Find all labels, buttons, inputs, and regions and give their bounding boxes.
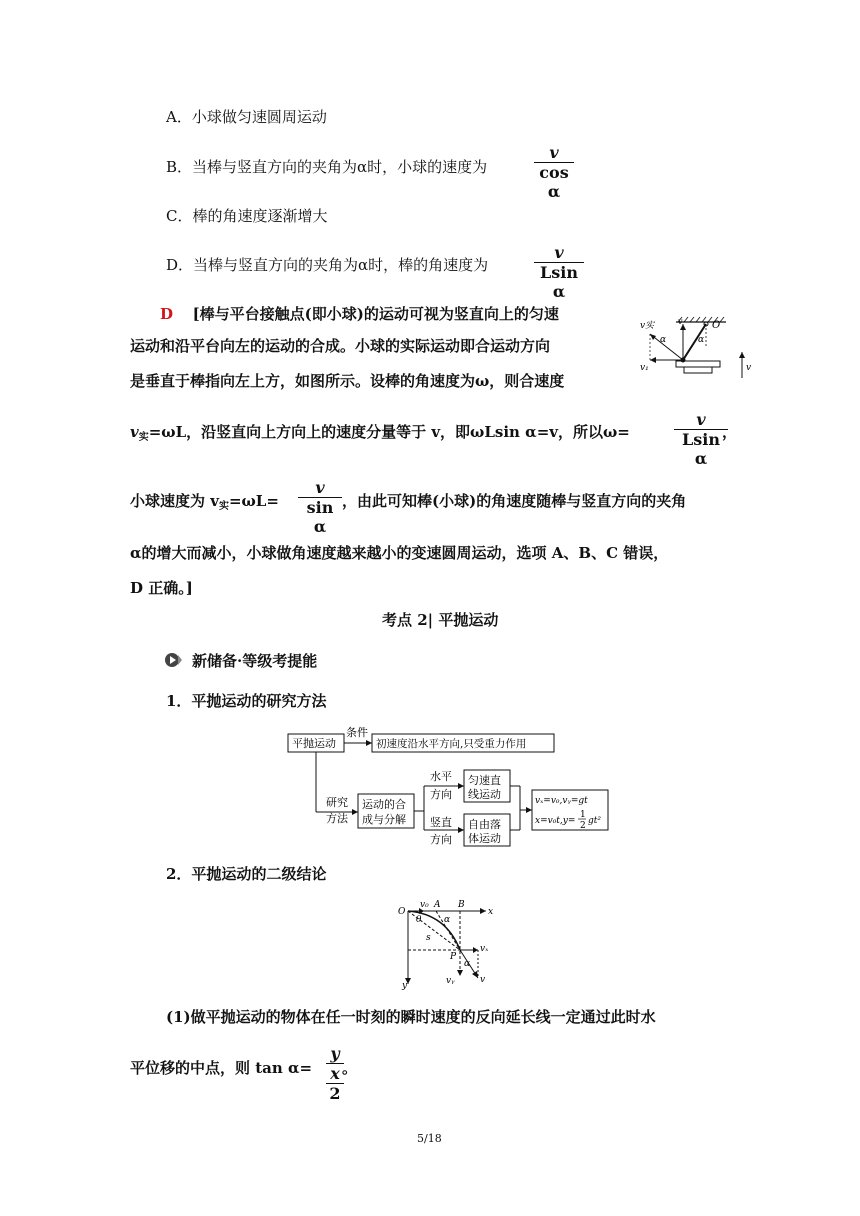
fig1-o: O xyxy=(712,320,721,331)
flow-v-label-2: 方向 xyxy=(430,833,452,846)
option-b-fraction xyxy=(534,143,574,201)
conclusion-line-2: 平位移的中点，则 tan α= xyxy=(130,1059,313,1077)
option-b xyxy=(166,156,487,178)
answer-line-4-end: ， xyxy=(722,423,738,441)
ball-speed-numerator: v xyxy=(298,478,342,498)
answer-line-4-v: v xyxy=(130,423,139,441)
flow-h-label-2: 方向 xyxy=(430,788,452,801)
tan-denominator-x: x xyxy=(326,1064,344,1084)
flow-formula-2-den: 2 xyxy=(580,821,586,831)
omega-numerator: v xyxy=(674,410,728,430)
flow-v-motion-2: 体运动 xyxy=(468,832,501,845)
flow-method-label-2: 方法 xyxy=(326,812,348,825)
option-b-numerator: v xyxy=(534,143,574,163)
tan-numerator: y xyxy=(326,1044,344,1064)
answer-line-4-sub: 实 xyxy=(138,432,149,443)
flow-cond-label: 条件 xyxy=(346,726,368,739)
fig2-x: x xyxy=(488,907,494,917)
flow-root: 平抛运动 xyxy=(292,737,336,750)
flow-method-label-1: 研究 xyxy=(326,796,348,809)
flow-formula-2b: gt² xyxy=(588,816,601,826)
section-header: 新储备·等级考提能 xyxy=(192,652,318,670)
play-badge-icon xyxy=(164,652,182,668)
section-title: 考点 2| 平抛运动 xyxy=(382,611,499,629)
option-b-text: B．当棒与竖直方向的夹角为α时，小球的速度为 xyxy=(166,158,488,176)
option-d-numerator: v xyxy=(534,243,584,263)
answer-text-1: [棒与平台接触点(即小球)的运动可视为竖直向上的匀速 xyxy=(192,305,559,323)
answer-line-1 xyxy=(160,303,559,325)
flow-v-motion-1: 自由落 xyxy=(468,818,501,831)
item-2-heading: 2．平抛运动的二级结论 xyxy=(166,865,327,883)
answer-line-4 xyxy=(130,421,630,449)
fig2-v: v xyxy=(480,975,486,985)
flow-h-label-1: 水平 xyxy=(430,770,452,783)
answer-line-6: α的增大而减小，小球做角速度越来越小的变速圆周运动，选项 A、B、C 错误， xyxy=(130,544,669,562)
fig2-a: A xyxy=(434,900,441,910)
ball-speed-fraction xyxy=(298,478,342,536)
conclusion-end: 。 xyxy=(342,1059,358,1077)
fig2-vx: vₓ xyxy=(480,944,489,954)
answer-line-5 xyxy=(130,490,279,518)
omega-denominator: Lsin α xyxy=(682,430,720,468)
item-1-heading: 1．平抛运动的研究方法 xyxy=(166,692,327,710)
answer-line-5-sub: 实 xyxy=(218,501,229,512)
answer-line-7: D 正确。] xyxy=(130,579,193,597)
fig2-v0: v₀ xyxy=(420,900,429,910)
flow-formula-2-num: 1 xyxy=(580,810,586,820)
method-flowchart xyxy=(286,722,616,850)
answer-line-5-b: =ωL= xyxy=(228,492,279,510)
fig2-theta: θ xyxy=(416,915,422,925)
option-d-text: D．当棒与竖直方向的夹角为α时，棒的角速度为 xyxy=(166,256,489,274)
flow-h-motion-1: 匀速直 xyxy=(468,774,501,787)
fig1-v: v xyxy=(678,317,683,326)
fig2-alpha: α xyxy=(444,915,451,925)
ball-speed-denominator: sin α xyxy=(306,498,334,536)
option-a: A．小球做匀速圆周运动 xyxy=(166,108,327,126)
option-b-denominator: cos α xyxy=(539,163,569,201)
fig2-o: O xyxy=(398,907,406,917)
fig1-alpha: α xyxy=(660,335,667,345)
answer-line-2: 运动和沿平台向左的运动的合成。小球的实际运动即合运动方向 xyxy=(130,337,551,355)
option-d-denominator: Lsin α xyxy=(540,263,578,301)
page-number: 5/18 xyxy=(417,1132,442,1145)
fig2-vy: vᵧ xyxy=(446,976,455,986)
conclusion-line-1: (1)做平抛运动的物体在任一时刻的瞬时速度的反向延长线一定通过此时水 xyxy=(166,1008,656,1026)
answer-line-3: 是垂直于棒指向左上方，如图所示。设棒的角速度为ω，则合速度 xyxy=(130,372,565,390)
flow-decomp-2: 成与分解 xyxy=(362,813,406,826)
flow-formula-2a: x=v₀t,y= xyxy=(535,816,576,826)
fig1-v1: v₁ xyxy=(640,363,649,373)
fig1-v-right: v xyxy=(746,363,752,373)
option-d-fraction xyxy=(534,243,584,301)
fig2-p: P xyxy=(450,952,457,962)
answer-letter: D xyxy=(160,305,174,323)
fig2-b: B xyxy=(458,900,465,910)
fig1-alpha-rod: α xyxy=(698,335,705,345)
tan-denominator-2: 2 xyxy=(329,1084,341,1103)
option-d xyxy=(166,254,488,276)
answer-line-4-text: =ωL，沿竖直向上方向上的速度分量等于 v，即ωLsin α=v，所以ω= xyxy=(148,423,630,441)
flow-formula-1: vₓ=v₀,vᵧ=gt xyxy=(535,796,588,806)
projectile-figure xyxy=(394,896,504,990)
flow-decomp-1: 运动的合 xyxy=(362,798,406,811)
omega-fraction xyxy=(674,410,728,468)
fig1-v-real: v实 xyxy=(640,321,655,331)
answer-line-5-a: 小球速度为 v xyxy=(130,492,219,510)
flow-cond: 初速度沿水平方向,只受重力作用 xyxy=(376,738,527,750)
answer-line-5-c: ，由此可知棒(小球)的角速度随棒与竖直方向的夹角 xyxy=(342,492,687,510)
option-c: C．棒的角速度逐渐增大 xyxy=(166,207,328,225)
rod-velocity-figure xyxy=(636,312,756,384)
fig2-alpha-2: α xyxy=(464,959,471,969)
flow-h-motion-2: 线运动 xyxy=(468,788,501,801)
flow-v-label-1: 竖直 xyxy=(430,816,452,829)
fig2-y: y xyxy=(402,981,408,990)
fig2-s: s xyxy=(426,933,431,943)
